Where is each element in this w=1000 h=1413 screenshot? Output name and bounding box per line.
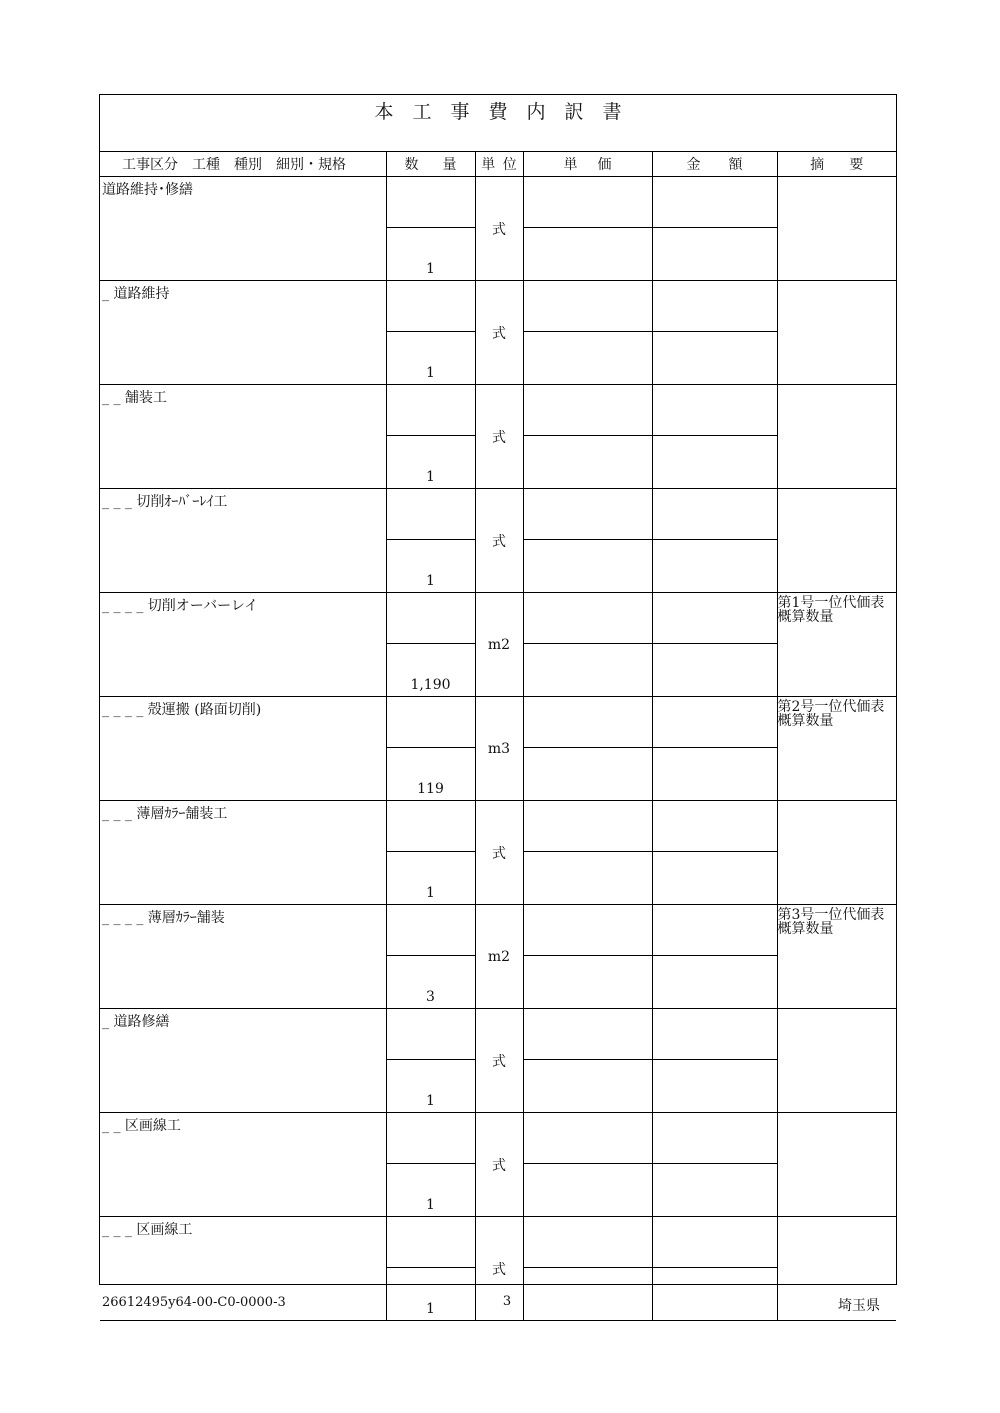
unit-price-lower-cell — [523, 956, 652, 1009]
item-quantity: 1,190 — [386, 644, 475, 697]
item-remarks: 第2号一位代価表 概算数量 — [777, 697, 896, 801]
item-quantity: 119 — [386, 748, 475, 801]
item-name: _ _ _ 区画線工 — [100, 1217, 386, 1321]
unit-price-upper-cell — [523, 1113, 652, 1164]
item-unit: 式 — [475, 177, 523, 281]
item-row — [100, 281, 896, 332]
item-remarks — [777, 801, 896, 905]
item-remarks — [777, 1009, 896, 1113]
quantity-upper-cell — [386, 905, 475, 956]
unit-price-upper-cell — [523, 801, 652, 852]
item-unit: 式 — [475, 1113, 523, 1217]
amount-upper-cell — [652, 593, 777, 644]
item-row — [100, 1009, 896, 1060]
amount-lower-cell — [652, 436, 777, 489]
unit-price-upper-cell — [523, 385, 652, 436]
table-header-row — [100, 152, 896, 177]
item-name: _ _ _ 切削ｵｰﾊﾞｰﾚｲ工 — [100, 489, 386, 593]
item-quantity: 1 — [386, 332, 475, 385]
amount-upper-cell — [652, 177, 777, 228]
item-unit: m3 — [475, 697, 523, 801]
item-row — [100, 489, 896, 540]
unit-price-lower-cell — [523, 436, 652, 489]
document-code: 26612495y64-00-C0-0000-3 — [102, 1295, 286, 1310]
item-unit: 式 — [475, 489, 523, 593]
unit-price-lower-cell — [523, 540, 652, 593]
amount-upper-cell — [652, 697, 777, 748]
item-remarks — [777, 489, 896, 593]
amount-upper-cell — [652, 801, 777, 852]
quantity-upper-cell — [386, 801, 475, 852]
amount-upper-cell — [652, 905, 777, 956]
quantity-upper-cell — [386, 281, 475, 332]
document-title: 本工事費内訳書 — [374, 101, 641, 123]
item-name: _ _ 舗装工 — [100, 385, 386, 489]
quantity-upper-cell — [386, 489, 475, 540]
item-row — [100, 385, 896, 436]
header-unit-price: 単 価 — [523, 152, 652, 177]
item-name: _ _ _ _ 切削オーバーレイ — [100, 593, 386, 697]
unit-price-lower-cell — [523, 1268, 652, 1321]
unit-price-lower-cell — [523, 748, 652, 801]
quantity-upper-cell — [386, 1217, 475, 1268]
item-remarks: 第3号一位代価表 概算数量 — [777, 905, 896, 1009]
amount-upper-cell — [652, 281, 777, 332]
quantity-upper-cell — [386, 1009, 475, 1060]
item-row — [100, 801, 896, 852]
item-quantity: 1 — [386, 852, 475, 905]
amount-lower-cell — [652, 1268, 777, 1321]
quantity-upper-cell — [386, 593, 475, 644]
item-name: _ _ 区画線工 — [100, 1113, 386, 1217]
unit-price-lower-cell — [523, 1164, 652, 1217]
quantity-upper-cell — [386, 697, 475, 748]
unit-price-upper-cell — [523, 1009, 652, 1060]
quantity-upper-cell — [386, 1113, 475, 1164]
item-unit: 式 — [475, 801, 523, 905]
unit-price-upper-cell — [523, 281, 652, 332]
amount-upper-cell — [652, 385, 777, 436]
item-quantity: 1 — [386, 1164, 475, 1217]
amount-lower-cell — [652, 1060, 777, 1113]
item-unit: 式 — [475, 281, 523, 385]
item-name: _ _ _ 薄層ｶﾗｰ舗装工 — [100, 801, 386, 905]
item-row — [100, 177, 896, 228]
header-item: 工事区分 工種 種別 細別・規格 — [100, 152, 386, 177]
item-quantity: 1 — [386, 1060, 475, 1113]
amount-lower-cell — [652, 748, 777, 801]
item-name: 道路維持･修繕 — [100, 177, 386, 281]
item-unit: 式 — [475, 385, 523, 489]
quantity-upper-cell — [386, 385, 475, 436]
item-unit: 式 — [475, 1009, 523, 1113]
amount-lower-cell — [652, 228, 777, 281]
unit-price-lower-cell — [523, 1060, 652, 1113]
item-row — [100, 1113, 896, 1164]
item-remarks: 第1号一位代価表 概算数量 — [777, 593, 896, 697]
unit-price-lower-cell — [523, 852, 652, 905]
unit-price-upper-cell — [523, 697, 652, 748]
amount-upper-cell — [652, 489, 777, 540]
item-unit: 式 — [475, 1217, 523, 1321]
item-quantity: 1 — [386, 436, 475, 489]
amount-lower-cell — [652, 1164, 777, 1217]
header-amount: 金 額 — [652, 152, 777, 177]
item-quantity: 1 — [386, 540, 475, 593]
amount-upper-cell — [652, 1009, 777, 1060]
breakdown-table — [100, 151, 896, 1321]
item-row — [100, 697, 896, 748]
unit-price-lower-cell — [523, 644, 652, 697]
item-quantity: 1 — [386, 228, 475, 281]
header-unit: 単 位 — [475, 152, 523, 177]
item-name: _ 道路維持 — [100, 281, 386, 385]
unit-price-lower-cell — [523, 332, 652, 385]
unit-price-upper-cell — [523, 593, 652, 644]
unit-price-lower-cell — [523, 228, 652, 281]
page-number: 3 — [502, 1294, 512, 1309]
prefecture-name: 埼玉県 — [838, 1298, 880, 1314]
header-remarks: 摘 要 — [777, 152, 896, 177]
item-remarks — [777, 1113, 896, 1217]
amount-lower-cell — [652, 332, 777, 385]
item-unit: m2 — [475, 905, 523, 1009]
header-quantity: 数 量 — [386, 152, 475, 177]
item-quantity: 1 — [386, 1268, 475, 1321]
unit-price-upper-cell — [523, 1217, 652, 1268]
item-name: _ 道路修繕 — [100, 1009, 386, 1113]
unit-price-upper-cell — [523, 905, 652, 956]
unit-price-upper-cell — [523, 489, 652, 540]
amount-upper-cell — [652, 1217, 777, 1268]
item-quantity: 3 — [386, 956, 475, 1009]
amount-upper-cell — [652, 1113, 777, 1164]
amount-lower-cell — [652, 852, 777, 905]
item-unit: m2 — [475, 593, 523, 697]
item-row — [100, 905, 896, 956]
quantity-upper-cell — [386, 177, 475, 228]
amount-lower-cell — [652, 956, 777, 1009]
item-remarks — [777, 385, 896, 489]
item-row — [100, 1217, 896, 1268]
unit-price-upper-cell — [523, 177, 652, 228]
amount-lower-cell — [652, 644, 777, 697]
item-remarks — [777, 281, 896, 385]
amount-lower-cell — [652, 540, 777, 593]
item-name: _ _ _ _ 薄層ｶﾗｰ舗装 — [100, 905, 386, 1009]
item-remarks — [777, 177, 896, 281]
item-row — [100, 593, 896, 644]
item-name: _ _ _ _ 殻運搬 (路面切削) — [100, 697, 386, 801]
